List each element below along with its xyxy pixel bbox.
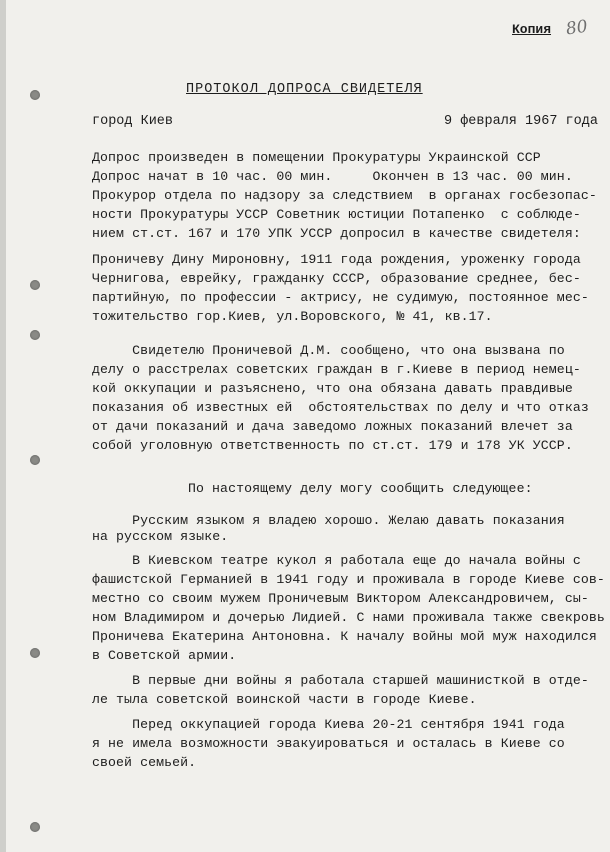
text-line: партийную, по профессии - актрису, не судимую, постоянное мес- xyxy=(92,290,589,305)
text-line: от дачи показаний и дача заведомо ложных показаний влечет за xyxy=(92,419,573,434)
handwritten-page-number: 80 xyxy=(564,16,589,40)
text-line: фашистской Германией в 1941 году и проживала в городе Киеве сов- xyxy=(92,572,605,587)
text-line: В Киевском театре кукол я работала еще до начала войны с xyxy=(92,553,581,568)
binding-hole xyxy=(30,455,40,465)
place-of-interrogation: город Киев xyxy=(92,114,174,129)
text-line: в Советской армии. xyxy=(92,648,237,663)
text-line: показания об известных ей обстоятельствах по делу и что отказ xyxy=(92,400,589,415)
page-edge xyxy=(0,0,6,852)
text-line: я не имела возможности эвакуироваться и осталась в Киеве со xyxy=(92,736,565,751)
text-line: Допрос произведен в помещении Прокуратуры Украинской ССР xyxy=(92,150,541,165)
text-line: В первые дни войны я работала старшей машинисткой в отде- xyxy=(92,673,589,688)
text-line: делу о расстрелах советских граждан в г.Киеве в период немец- xyxy=(92,362,581,377)
text-line: ности Прокуратуры УССР Советник юстиции Потапенко с соблюде- xyxy=(92,207,581,222)
copy-stamp-label: Копия xyxy=(512,22,552,37)
text-line: своей семьей. xyxy=(92,755,197,770)
text-line: Допрос начат в 10 час. 00 мин. Окончен в 13 час. 00 мин. xyxy=(92,169,573,184)
binding-hole xyxy=(30,280,40,290)
text-line: тожительство гор.Киев, ул.Воровского, № 41, кв.17. xyxy=(92,309,493,324)
statement-heading: По настоящему делу могу сообщить следующее: xyxy=(188,481,533,496)
text-line: Свидетелю Проничевой Д.М. сообщено, что она вызвана по xyxy=(92,343,565,358)
interrogation-date: 9 февраля 1967 года xyxy=(444,114,598,129)
text-line: местно со своим мужем Проничевым Виктором Александровичем, сы- xyxy=(92,591,589,606)
text-line: нием ст.ст. 167 и 170 УПК УССР допросил в качестве свидетеля: xyxy=(92,226,581,241)
text-line: Прокурор отдела по надзору за следствием в органах госбезопас- xyxy=(92,188,597,203)
text-line: кой оккупации и разъяснено, что она обязана давать правдивые xyxy=(92,381,573,396)
text-line: на русском языке. xyxy=(92,529,229,544)
binding-hole xyxy=(30,90,40,100)
binding-hole xyxy=(30,648,40,658)
binding-hole xyxy=(30,330,40,340)
document-title: ПРОТОКОЛ ДОПРОСА СВИДЕТЕЛЯ xyxy=(186,82,423,97)
text-line: Проничеву Дину Мироновну, 1911 года рождения, уроженку города xyxy=(92,252,581,267)
text-line: собой уголовную ответственность по ст.ст. 179 и 178 УК УССР. xyxy=(92,438,573,453)
text-line: Перед оккупацией города Киева 20-21 сентября 1941 года xyxy=(92,717,565,732)
text-line: ле тыла советской воинской части в городе Киеве. xyxy=(92,692,477,707)
text-line: Чернигова, еврейку, гражданку СССР, образование среднее, бес- xyxy=(92,271,581,286)
binding-hole xyxy=(30,822,40,832)
text-line: Проничева Екатерина Антоновна. К началу войны мой муж находился xyxy=(92,629,597,644)
text-line: Русским языком я владею хорошо. Желаю давать показания xyxy=(92,513,565,528)
text-line: ном Владимиром и дочерью Лидией. С нами проживала также свекровь xyxy=(92,610,605,625)
